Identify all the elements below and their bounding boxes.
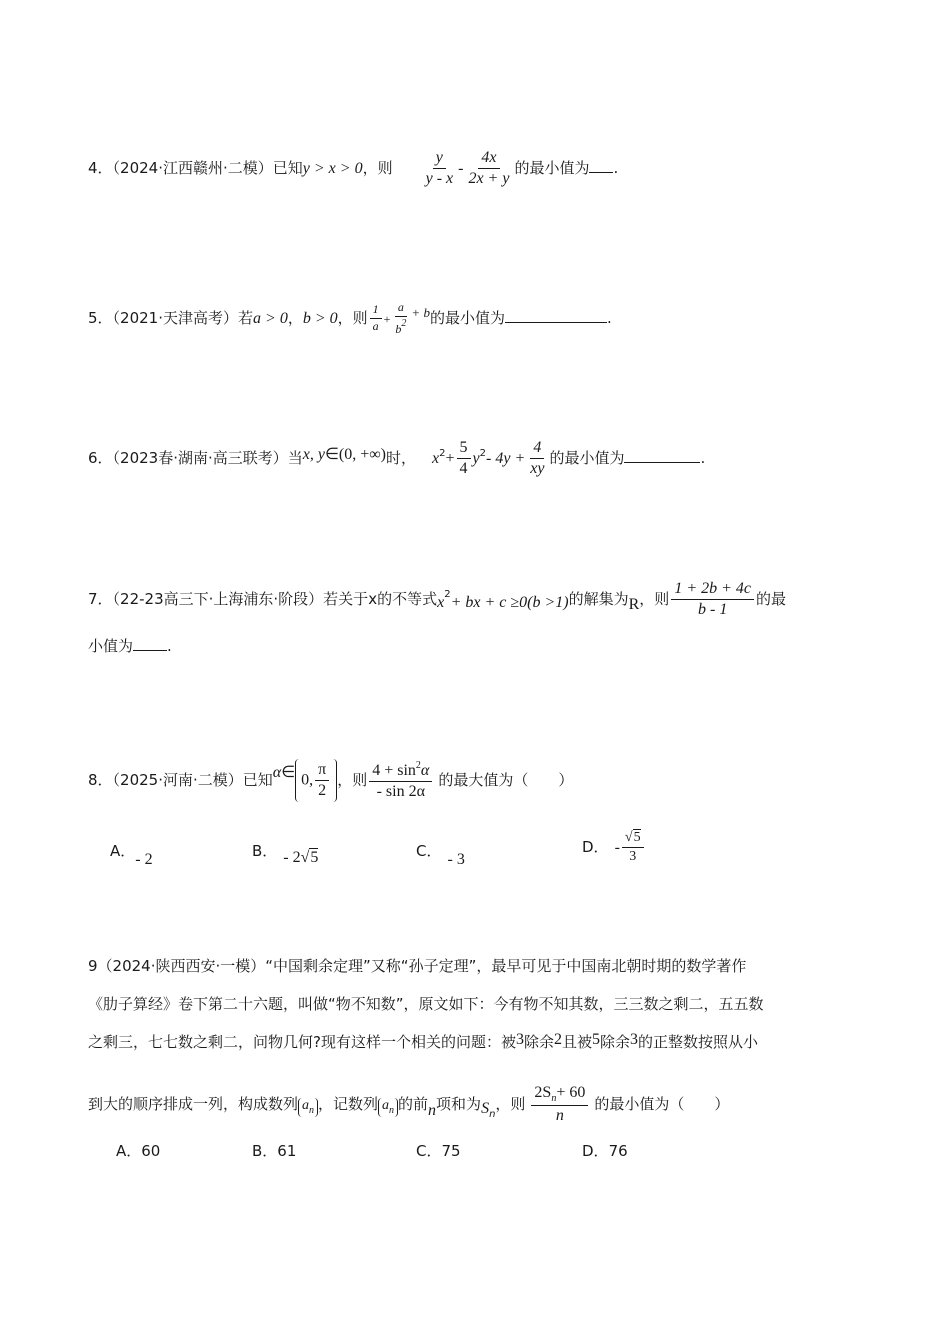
option-label: D． xyxy=(582,838,609,856)
math-var: α xyxy=(420,761,430,779)
option-value: 75 xyxy=(441,1142,461,1160)
fraction xyxy=(622,830,644,865)
question-text: 时， xyxy=(386,449,417,467)
question-text: 的最小值为 xyxy=(514,159,590,177)
sqrt-sign: √ xyxy=(300,849,310,866)
math-var: y xyxy=(472,450,480,467)
math-operator: - xyxy=(458,160,464,177)
math-condition: a > 0 xyxy=(253,310,288,327)
question-9-line-3 xyxy=(88,1026,758,1056)
option-label: C． xyxy=(416,842,442,860)
fraction-numerator xyxy=(369,760,432,782)
option-value: - xyxy=(614,839,620,856)
question-text: 《肋子算经》卷下第二十六题，叫做“物不知数”，原文如下：今有物不知其数，三三数之剩二，五五数 xyxy=(88,995,764,1013)
question-number: 9 xyxy=(88,957,98,975)
fraction-numerator: π xyxy=(315,761,329,781)
fraction-numerator: 1 + 2b + 4c xyxy=(671,580,754,600)
sequence-an xyxy=(378,1098,398,1117)
question-source: （2024·陕西西安·一模） xyxy=(97,957,266,975)
q9-option-a[interactable] xyxy=(116,1140,160,1162)
q8-option-d[interactable] xyxy=(582,822,646,873)
question-text: ，则 xyxy=(639,590,670,608)
q9-option-d[interactable] xyxy=(582,1140,628,1162)
math-subscript: n xyxy=(551,1092,557,1104)
fraction-denominator: 4 xyxy=(459,460,468,477)
math-exponent: 2 xyxy=(401,317,407,329)
math-term: - 4y + xyxy=(486,450,526,467)
question-text: . xyxy=(167,637,172,655)
fraction-denominator: y - x xyxy=(425,170,454,187)
sqrt-radicand: 5 xyxy=(633,829,641,845)
question-text: 的最小值为 xyxy=(429,309,505,327)
question-text: 除余 xyxy=(600,1033,631,1051)
math-number: 2 xyxy=(553,1031,562,1048)
question-text: 的最小值为 xyxy=(549,449,625,467)
question-8 xyxy=(88,740,573,813)
fraction-2 xyxy=(527,439,547,479)
math-operator: + xyxy=(445,450,455,467)
math-subscript: n xyxy=(489,1109,496,1120)
question-text: ，则 xyxy=(362,159,393,177)
question-text: . xyxy=(613,159,619,177)
math-operator: ∈ xyxy=(281,764,296,781)
question-text: 除余 xyxy=(523,1033,554,1051)
q9-option-c[interactable] xyxy=(416,1140,461,1162)
option-label: A． xyxy=(110,842,136,860)
fraction-1 xyxy=(370,303,382,334)
question-4 xyxy=(88,134,618,203)
math-term: 0, xyxy=(301,771,314,789)
question-text: . xyxy=(606,309,612,327)
option-value: - 2 xyxy=(283,849,301,866)
question-9-line-4 xyxy=(88,1078,729,1141)
question-number: 4． xyxy=(88,159,113,177)
option-value: 60 xyxy=(141,1142,161,1160)
question-text: 已知 xyxy=(242,771,273,789)
math-var: n xyxy=(428,1102,437,1119)
question-text: ，则 xyxy=(337,771,368,789)
fraction-denominator: - sin 2α xyxy=(376,783,425,800)
option-label: B． xyxy=(252,1142,278,1160)
fraction-1 xyxy=(423,149,457,189)
fraction xyxy=(671,580,754,620)
fraction-2 xyxy=(392,301,409,337)
option-value: 61 xyxy=(277,1142,297,1160)
option-label: B． xyxy=(252,842,278,860)
question-source: （2021·天津高考） xyxy=(112,309,238,327)
fraction-denominator: 2x + y xyxy=(468,170,510,187)
math-var: x xyxy=(437,594,445,611)
q9-option-b[interactable] xyxy=(252,1140,296,1162)
math-set-R: R xyxy=(628,596,640,613)
question-text: “中国剩余定理”又称“孙子定理”，最早可见于中国南北朝时期的数学著作 xyxy=(265,957,747,975)
math-term: + b xyxy=(411,305,430,320)
fraction-numerator xyxy=(622,830,644,848)
math-var: a xyxy=(302,1098,310,1113)
question-text: ， xyxy=(287,309,303,327)
question-source: （22-23高三下·上海浦东·阶段） xyxy=(112,590,324,608)
question-text: 的解集为 xyxy=(568,590,629,608)
q8-option-b[interactable] xyxy=(252,836,318,873)
math-term: 4 + sin xyxy=(372,761,416,779)
fraction-numerator: a xyxy=(395,301,407,317)
question-number: 8． xyxy=(88,771,113,789)
question-number: 7． xyxy=(88,590,113,608)
fraction-1 xyxy=(457,439,471,479)
question-number: 6． xyxy=(88,449,113,467)
fraction-numerator: 1 xyxy=(370,303,382,319)
question-text: 的最大值为（ ） xyxy=(438,771,574,789)
question-6 xyxy=(88,420,705,493)
math-subscript: n xyxy=(389,1105,395,1116)
option-value: 76 xyxy=(608,1142,628,1160)
question-9-line-1 xyxy=(88,952,746,980)
math-var: S xyxy=(481,1100,490,1117)
question-text: . xyxy=(700,449,706,467)
math-operator: + xyxy=(383,312,391,326)
q8-option-c[interactable] xyxy=(416,836,465,875)
math-interval xyxy=(295,759,337,803)
question-5 xyxy=(88,288,612,344)
math-var: α xyxy=(272,764,282,781)
fraction-denominator: 3 xyxy=(629,849,637,864)
question-text: 到大的顺序排成一列，构成数列 xyxy=(88,1095,299,1113)
question-text: 之剩三，七七数之剩二，问物几何?现有这样一个相关的问题：被 xyxy=(88,1033,516,1051)
math-exponent: 2 xyxy=(439,448,446,459)
option-label: D． xyxy=(582,1142,609,1160)
question-source: （2023春·湖南·高三联考） xyxy=(112,449,288,467)
fraction-numerator: y xyxy=(433,149,446,169)
math-number: 3 xyxy=(630,1031,639,1048)
fraction-denominator: b - 1 xyxy=(698,601,728,618)
question-text: ，则 xyxy=(495,1095,526,1113)
math-exponent: 2 xyxy=(444,589,451,600)
question-text: ，则 xyxy=(337,309,368,327)
question-text: 的不等式 xyxy=(377,590,438,608)
question-text: 当 xyxy=(287,449,303,467)
math-var: a xyxy=(382,1098,390,1113)
question-text: 的前 xyxy=(398,1095,429,1113)
answer-blank xyxy=(589,171,613,173)
question-text: 的最小值为（ ） xyxy=(594,1095,730,1113)
option-label: A． xyxy=(116,1142,142,1160)
question-text: 的正整数按照从小 xyxy=(638,1033,759,1051)
question-7 xyxy=(88,562,786,638)
fraction-numerator: 5 xyxy=(457,439,471,459)
fraction-2 xyxy=(465,149,512,189)
math-interval: (0, +∞) xyxy=(338,446,387,463)
sqrt-radicand: 5 xyxy=(310,849,319,866)
question-text: 若关于 xyxy=(323,590,369,608)
math-condition: b > 0 xyxy=(302,310,338,327)
fraction-pi-2 xyxy=(315,761,329,801)
question-7-line-2 xyxy=(88,634,172,658)
fraction-numerator: 4x xyxy=(478,149,499,169)
fraction-denominator: a xyxy=(372,319,379,333)
math-inequality: + bx + c ≥0(b >1) xyxy=(450,594,569,611)
math-term: + 60 xyxy=(556,1083,586,1101)
math-number: 5 xyxy=(592,1031,600,1048)
answer-blank xyxy=(624,461,700,463)
question-text: 已知 xyxy=(272,159,303,177)
math-var: x xyxy=(368,590,378,608)
question-text: ，记数列 xyxy=(318,1095,379,1113)
answer-blank xyxy=(133,649,167,651)
math-vars: x, y xyxy=(302,446,325,463)
question-number: 5． xyxy=(88,309,113,327)
fraction-numerator: 4 xyxy=(530,439,544,459)
math-condition: y > x > 0 xyxy=(302,160,363,177)
question-text: 若 xyxy=(238,309,254,327)
fraction-numerator xyxy=(531,1084,588,1107)
option-label: C． xyxy=(416,1142,442,1160)
question-source: （2024·江西赣州·二模） xyxy=(112,159,273,177)
fraction xyxy=(369,760,432,802)
question-text: 且被 xyxy=(561,1033,592,1051)
q8-option-a[interactable] xyxy=(110,836,153,875)
fraction-denominator: 2 xyxy=(318,782,327,799)
question-source: （2025·河南·二模） xyxy=(112,771,243,789)
fraction-denominator xyxy=(392,317,409,337)
math-number: 3 xyxy=(515,1031,524,1048)
math-exponent: 2 xyxy=(415,759,421,771)
math-var: x xyxy=(432,450,440,467)
math-operator: ∈ xyxy=(324,446,339,463)
fraction-denominator: n xyxy=(555,1107,564,1125)
math-exponent: 2 xyxy=(479,448,487,459)
option-value: - 3 xyxy=(447,851,465,868)
question-9-line-2 xyxy=(88,990,764,1018)
answer-blank xyxy=(505,321,607,323)
question-text: 小值为 xyxy=(88,637,134,655)
fraction xyxy=(531,1084,588,1126)
question-text: 的最 xyxy=(756,590,787,608)
math-subscript: n xyxy=(309,1105,315,1116)
question-text: 项和为 xyxy=(436,1095,482,1113)
sequence-an xyxy=(298,1098,318,1117)
option-value: - 2 xyxy=(135,851,153,868)
sqrt-sign: √ xyxy=(624,829,633,845)
math-term: 2S xyxy=(534,1083,552,1101)
fraction-denominator: xy xyxy=(530,460,545,477)
math-var: b xyxy=(395,321,402,336)
